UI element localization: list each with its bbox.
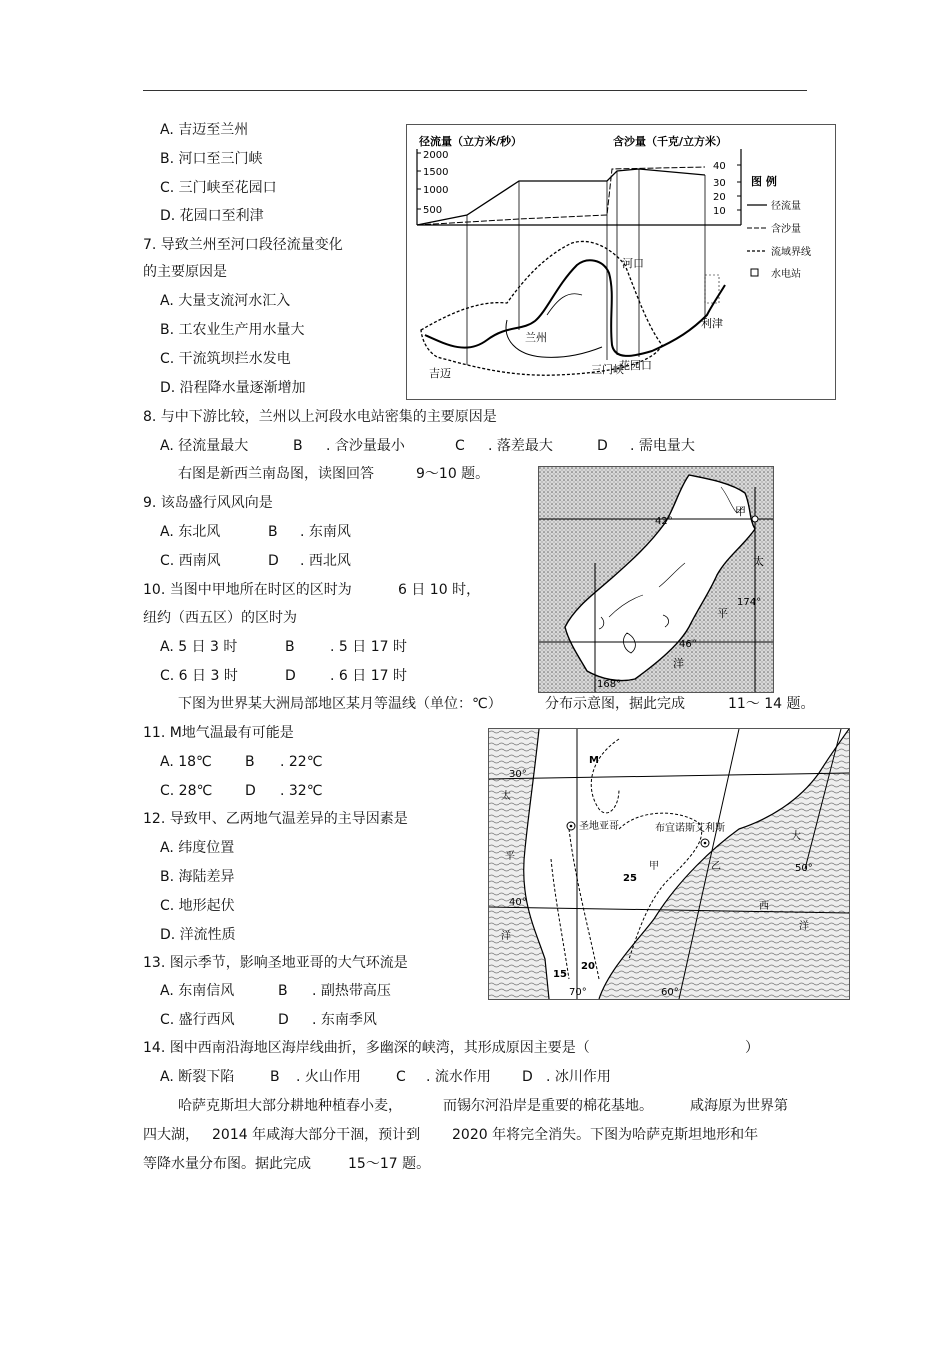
place-sanmenxia: 三门峡 (591, 363, 624, 376)
q11-option-a: A. 18℃ (160, 754, 212, 770)
q14-paren-close: ） (745, 1040, 759, 1056)
place-lanzhou: 兰州 (525, 331, 547, 344)
lon-60: 60° (661, 987, 679, 998)
lat-42: 42° (655, 516, 673, 527)
intro-9-10-range: 9～10 题。 (416, 466, 490, 482)
q11-option-c: C. 28℃ (160, 783, 213, 799)
q7-option-d: D. 沿程降水量逐渐增加 (160, 380, 306, 396)
q10-stem-time: 6 日 10 时， (398, 582, 481, 598)
q12-option-c: C. 地形起伏 (160, 898, 235, 914)
ocean-ping: 平 (505, 851, 515, 862)
q8-option-c-letter: C (455, 438, 465, 454)
q9-option-b-letter: B (268, 524, 278, 540)
q13-option-b: . 副热带高压 (312, 983, 391, 999)
q10-option-a: A. 5 日 3 时 (160, 639, 238, 655)
q11-stem: 11. M地气温最有可能是 (143, 725, 294, 741)
q13-option-d-letter: D (278, 1012, 289, 1028)
q9-option-b: . 东南风 (300, 524, 351, 540)
intro-9-10: 右图是新西兰南岛图，读图回答 (178, 466, 374, 482)
intro-11-14: 下图为世界某大洲局部地区某月等温线（单位：℃） (178, 696, 502, 712)
place-huayuankou: 花园口 (619, 359, 652, 372)
q14-option-d-letter: D (522, 1069, 533, 1085)
lon-174: 174° (737, 597, 762, 608)
q7-stem-cont: 的主要原因是 (143, 264, 227, 280)
q12-option-a: A. 纬度位置 (160, 840, 235, 856)
isotherm-15: 15 (553, 969, 567, 980)
ocean-xi: 西 (759, 901, 769, 912)
y-tick: 1500 (423, 167, 449, 178)
q13-option-d: . 东南季风 (312, 1012, 377, 1028)
q10-stem: 10. 当图中甲地所在时区的区时为 (143, 582, 352, 598)
q10-option-c: C. 6 日 3 时 (160, 668, 238, 684)
para-15-17-l2c: 2020 年将完全消失。下图为哈萨克斯坦地形和年 (452, 1127, 759, 1143)
q11-option-d-letter: D (245, 783, 256, 799)
isotherm-figure (488, 728, 850, 1000)
ocean-tai: 太 (501, 791, 511, 802)
q13-option-b-letter: B (278, 983, 288, 999)
q8-option-a: A. 径流量最大 (160, 438, 249, 454)
q14-option-b: . 火山作用 (296, 1069, 361, 1085)
y2-tick: 30 (713, 178, 726, 189)
q11-option-b: . 22℃ (280, 754, 323, 770)
isotherm-20: 20 (581, 961, 595, 972)
place-buenos-aires: 布宜诺斯艾利斯 (655, 823, 725, 834)
para-15-17-l1a: 哈萨克斯坦大部分耕地种植春小麦， (178, 1098, 402, 1114)
place-jimai: 吉迈 (429, 367, 451, 380)
legend-hydropower: 水电站 (771, 269, 801, 280)
q7-option-a: A. 大量支流河水汇入 (160, 293, 291, 309)
place-lijin: 利津 (701, 317, 723, 330)
y2-tick: 10 (713, 206, 726, 217)
y-tick: 2000 (423, 150, 449, 161)
lon-70: 70° (569, 987, 587, 998)
q6-option-b: B. 河口至三门峡 (160, 151, 263, 167)
q12-option-d: D. 洋流性质 (160, 927, 236, 943)
q10-option-d: . 6 日 17 时 (330, 668, 407, 684)
q8-stem: 8. 与中下游比较，兰州以上河段水电站密集的主要原因是 (143, 409, 497, 425)
q7-option-c: C. 干流筑坝拦水发电 (160, 351, 291, 367)
q11-option-d: . 32℃ (280, 783, 323, 799)
legend-sediment: 含沙量 (771, 224, 801, 235)
lon-168: 168° (597, 679, 622, 690)
q13-option-a: A. 东南信风 (160, 983, 235, 999)
place-m: M (589, 755, 599, 766)
q7-option-b: B. 工农业生产用水量大 (160, 322, 305, 338)
legend-title: 图 例 (751, 175, 777, 188)
q12-stem: 12. 导致甲、乙两地气温差异的主导因素是 (143, 811, 408, 827)
q9-option-a: A. 东北风 (160, 524, 221, 540)
q8-option-d-letter: D (597, 438, 608, 454)
y2-tick: 40 (713, 161, 726, 172)
place-jia: 甲 (735, 505, 746, 518)
q9-option-d-letter: D (268, 553, 279, 569)
q6-option-a: A. 吉迈至兰州 (160, 122, 249, 138)
q8-option-c: . 落差最大 (488, 438, 553, 454)
q14-stem: 14. 图中西南沿海地区海岸线曲折，多幽深的峡湾，其形成原因主要是（ (143, 1040, 590, 1056)
right-axis-title: 含沙量（千克/立方米） (613, 135, 728, 148)
q9-stem: 9. 该岛盛行风风向是 (143, 495, 273, 511)
q9-option-d: . 西北风 (300, 553, 351, 569)
q13-stem: 13. 图示季节，影响圣地亚哥的大气环流是 (143, 955, 408, 971)
header-rule (143, 90, 807, 91)
para-15-17-l2a: 四大湖， (143, 1127, 199, 1143)
ocean-yang2: 洋 (799, 921, 809, 932)
ocean-label-tai: 太 (753, 555, 764, 568)
legend-basin-boundary: 流域界线 (771, 247, 811, 258)
intro-11-14-cont: 分布示意图，据此完成 (545, 696, 685, 712)
place-yi: 乙 (711, 861, 721, 872)
q13-option-c: C. 盛行西风 (160, 1012, 235, 1028)
lat-50: 50° (795, 863, 813, 874)
q14-option-c-letter: C (396, 1069, 406, 1085)
para-15-17-l1c: 咸海原为世界第 (690, 1098, 788, 1114)
place-santiago: 圣地亚哥 (579, 821, 619, 832)
y-tick: 500 (423, 205, 443, 216)
q14-option-d: . 冰川作用 (546, 1069, 611, 1085)
legend-runoff: 径流量 (771, 201, 801, 212)
q7-stem: 7. 导致兰州至河口段径流量变化 (143, 237, 343, 253)
ocean-da: 大 (791, 831, 801, 842)
intro-11-14-range: 11～ 14 题。 (728, 696, 815, 712)
lat-46: 46° (679, 639, 697, 650)
q14-option-a: A. 断裂下陷 (160, 1069, 235, 1085)
y-tick: 1000 (423, 185, 449, 196)
para-15-17-l3a: 等降水量分布图。据此完成 (143, 1156, 311, 1172)
para-15-17-l3b: 15～17 题。 (348, 1156, 431, 1172)
q9-option-c: C. 西南风 (160, 553, 221, 569)
ocean-yang: 洋 (501, 931, 511, 942)
place-jia: 甲 (649, 861, 659, 872)
q14-option-b-letter: B (270, 1069, 280, 1085)
q8-option-d: . 需电量大 (630, 438, 695, 454)
q10-option-b-letter: B (285, 639, 295, 655)
lat-40: 40° (509, 897, 527, 908)
place-hekou: 河口 (622, 257, 644, 270)
yellow-river-figure (406, 124, 836, 400)
q6-option-c: C. 三门峡至花园口 (160, 180, 277, 196)
left-axis-title: 径流量（立方米/秒） (419, 135, 523, 148)
para-15-17-l1b: 而锡尔河沿岸是重要的棉花基地。 (443, 1098, 653, 1114)
q8-option-b-letter: B (293, 438, 303, 454)
nz-south-island-figure (538, 466, 774, 693)
q10-option-d-letter: D (285, 668, 296, 684)
q12-option-b: B. 海陆差异 (160, 869, 235, 885)
q10-stem-cont: 纽约（西五区）的区时为 (143, 610, 297, 626)
ocean-label-ping: 平 (717, 607, 728, 620)
ocean-label-yang: 洋 (673, 657, 684, 670)
para-15-17-l2b: 2014 年咸海大部分干涸，预计到 (212, 1127, 421, 1143)
q8-option-b: . 含沙量最小 (326, 438, 405, 454)
q10-option-b: . 5 日 17 时 (330, 639, 407, 655)
y2-tick: 20 (713, 192, 726, 203)
lat-30: 30° (509, 769, 527, 780)
q6-option-d: D. 花园口至利津 (160, 208, 264, 224)
isotherm-25: 25 (623, 873, 637, 884)
q11-option-b-letter: B (245, 754, 255, 770)
q14-option-c: . 流水作用 (426, 1069, 491, 1085)
